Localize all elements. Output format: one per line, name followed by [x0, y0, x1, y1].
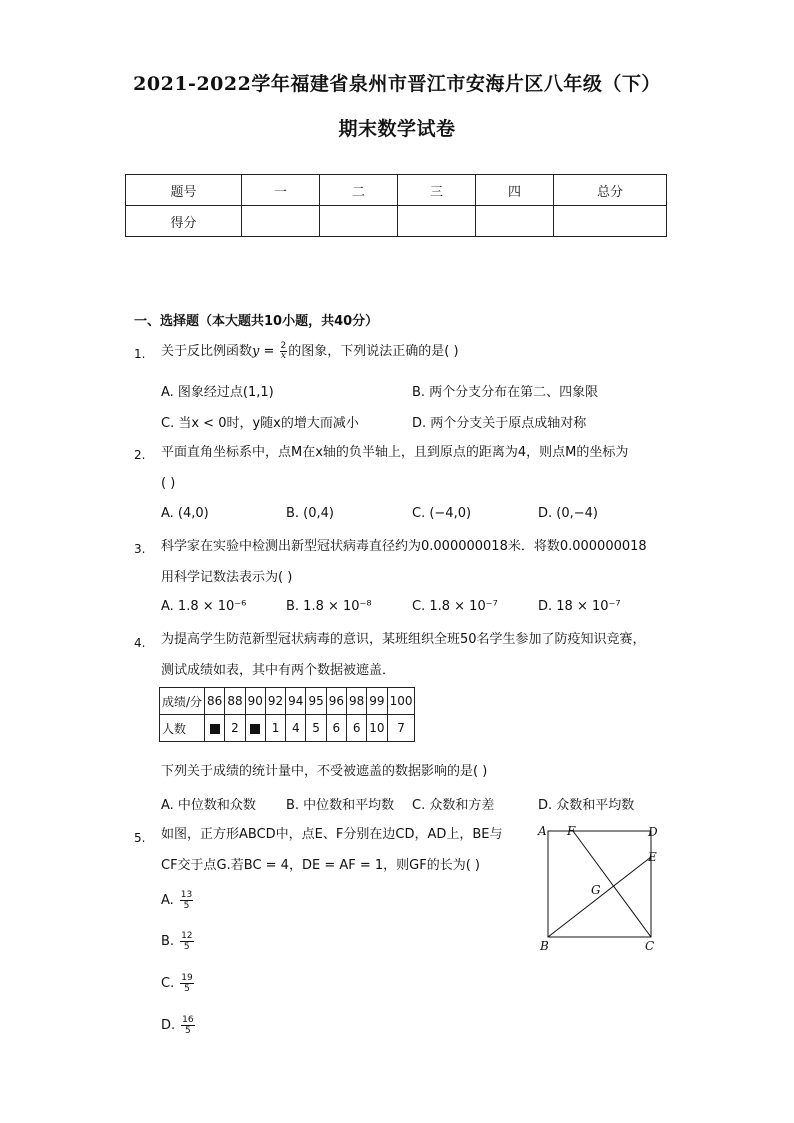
label-e: E: [648, 850, 657, 864]
question-1-stem: [161, 342, 459, 362]
score-header-cell: 三: [398, 175, 476, 206]
q3-option-d[interactable]: D. 18 × 10⁻⁷: [538, 599, 621, 614]
q5-option-c[interactable]: [161, 973, 194, 994]
question-4-line1: 为提高学生防范新型冠状病毒的意识，某班组织全班50名学生参加了防疫知识竞赛，: [161, 632, 646, 647]
grades-score-cell: 99: [367, 688, 387, 715]
q2-option-a[interactable]: A. (4,0): [161, 506, 209, 521]
grades-count-row: [160, 715, 415, 742]
question-number: 1.: [134, 347, 146, 361]
label-c: C: [645, 939, 655, 953]
question-3-line1: 科学家在实验中检测出新型冠状病毒直径约为0.000000018米．将数0.000000018: [161, 539, 647, 554]
fraction-num: 12: [181, 931, 193, 941]
q2-option-d[interactable]: D. (0,−4): [538, 506, 598, 521]
q2-option-b[interactable]: B. (0,4): [286, 506, 335, 521]
grades-header-label: 成绩/分: [160, 688, 205, 715]
q4-option-a[interactable]: A. 中位数和众数: [161, 798, 256, 813]
question-number: 4.: [134, 636, 146, 650]
score-header-cell: 题号: [126, 175, 242, 206]
grades-count-cell: 6: [326, 715, 346, 742]
q4-option-b[interactable]: B. 中位数和平均数: [286, 798, 395, 813]
grades-count-cell: 5: [306, 715, 326, 742]
question-5-line2: CF交于点G.若BC = 4，DE = AF = 1，则GF的长为( ): [161, 858, 480, 873]
q1-stem-post: 的图象，下列说法正确的是( ): [288, 344, 459, 359]
fraction-num: 13: [180, 890, 193, 900]
q1-fraction-den: x: [280, 351, 286, 361]
question-number: 5.: [134, 831, 146, 845]
grades-count-cell: 4: [286, 715, 306, 742]
score-blank-cell: [398, 206, 476, 237]
score-blank-cell: [242, 206, 320, 237]
question-4-line2: 测试成绩如表，其中有两个数据被遮盖．: [161, 663, 396, 678]
q3-option-a[interactable]: A. 1.8 × 10⁻⁶: [161, 599, 247, 614]
q1-fraction-num: 2: [280, 341, 287, 351]
grades-score-cell: 90: [245, 688, 265, 715]
q1-option-d[interactable]: D. 两个分支关于原点成轴对称: [412, 416, 587, 431]
label-g: G: [591, 883, 601, 897]
score-header-cell: 一: [242, 175, 320, 206]
score-blank-cell: [320, 206, 398, 237]
grades-score-cell: 100: [387, 688, 415, 715]
fraction-den: 5: [183, 942, 190, 952]
q3-option-c[interactable]: C. 1.8 × 10⁻⁷: [412, 599, 498, 614]
q4-option-c[interactable]: C. 众数和方差: [412, 798, 495, 813]
score-table-score-row: [126, 206, 667, 237]
q5-option-b[interactable]: [161, 931, 194, 952]
grades-score-cell: 95: [306, 688, 326, 715]
score-table-header-row: [126, 175, 667, 206]
q1-var: y: [252, 344, 260, 359]
grades-covered-cell: [205, 715, 225, 742]
covered-square-icon: [250, 724, 260, 734]
score-blank-cell: [476, 206, 554, 237]
grades-count-cell: 2: [225, 715, 245, 742]
score-blank-cell: [554, 206, 667, 237]
score-header-cell: 总分: [554, 175, 667, 206]
q1-option-a[interactable]: A. 图象经过点(1,1): [161, 385, 274, 400]
score-header-cell: 二: [320, 175, 398, 206]
score-header-cell: 四: [476, 175, 554, 206]
grades-table: [159, 687, 415, 742]
grades-count-cell: 10: [367, 715, 387, 742]
grades-header-row: [160, 688, 415, 715]
grades-count-cell: 7: [387, 715, 415, 742]
grades-score-cell: 88: [225, 688, 245, 715]
q1-stem-pre: 关于反比例函数: [161, 344, 253, 359]
fraction-den: 5: [184, 984, 190, 994]
q5-option-b-fraction: [180, 931, 193, 952]
q1-option-c[interactable]: C. 当x < 0时，y随x的增大而减小: [161, 416, 359, 431]
question-4-line3: 下列关于成绩的统计量中，不受被遮盖的数据影响的是( ): [161, 764, 488, 779]
question-number: 3.: [134, 542, 146, 556]
q5-option-d-label: D.: [161, 1018, 176, 1033]
question-number: 2.: [134, 448, 146, 462]
grades-count-cell: 1: [265, 715, 285, 742]
grades-score-cell: 98: [347, 688, 367, 715]
section-heading: 一、选择题（本大题共10小题，共40分）: [134, 314, 379, 329]
grades-score-cell: 96: [326, 688, 346, 715]
q2-option-c[interactable]: C. (−4,0): [412, 506, 472, 521]
grades-score-cell: 86: [205, 688, 225, 715]
score-table: [125, 174, 667, 237]
q5-option-a-fraction: [180, 890, 193, 911]
segment-be: [548, 857, 651, 937]
q4-option-d[interactable]: D. 众数和平均数: [538, 798, 635, 813]
label-f: F: [567, 824, 576, 838]
question-2-line1: 平面直角坐标系中，点M在x轴的负半轴上，且到原点的距离为4，则点M的坐标为: [161, 445, 629, 460]
q1-fraction: [280, 342, 288, 361]
question-5-line1: 如图，正方形ABCD中，点E、F分别在边CD，AD上，BE与: [161, 827, 503, 842]
segment-cf: [573, 831, 651, 937]
fraction-num: 16: [182, 1015, 194, 1025]
q5-option-a[interactable]: [161, 890, 193, 911]
grades-count-cell: 6: [347, 715, 367, 742]
q5-option-c-fraction: [180, 973, 193, 994]
grades-covered-cell: [245, 715, 265, 742]
grades-score-cell: 92: [265, 688, 285, 715]
fraction-den: 5: [183, 901, 190, 911]
q1-option-b[interactable]: B. 两个分支分布在第二、四象限: [412, 385, 599, 400]
square-geometry-figure: [534, 820, 664, 955]
label-a: A: [538, 824, 547, 838]
q3-option-b[interactable]: B. 1.8 × 10⁻⁸: [286, 599, 372, 614]
q5-option-d-fraction: [181, 1015, 194, 1036]
q5-option-a-label: A.: [161, 893, 174, 908]
fraction-den: 5: [185, 1026, 191, 1036]
q5-option-d[interactable]: [161, 1015, 195, 1036]
exam-title-line1: 2021-2022学年福建省泉州市晋江市安海片区八年级（下）: [133, 73, 661, 95]
fraction-num: 19: [181, 973, 193, 983]
grades-count-label: 人数: [160, 715, 205, 742]
question-3-line2: 用科学记数法表示为( ): [161, 570, 293, 585]
q1-eq: =: [259, 344, 279, 359]
label-b: B: [540, 939, 549, 953]
grades-score-cell: 94: [286, 688, 306, 715]
exam-title-line2: 期末数学试卷: [338, 118, 456, 140]
q5-option-b-label: B.: [161, 934, 175, 949]
label-d: D: [648, 825, 658, 839]
score-row-label: 得分: [126, 206, 242, 237]
covered-square-icon: [210, 724, 220, 734]
q5-option-c-label: C.: [161, 976, 175, 991]
question-2-line2: ( ): [161, 476, 176, 491]
